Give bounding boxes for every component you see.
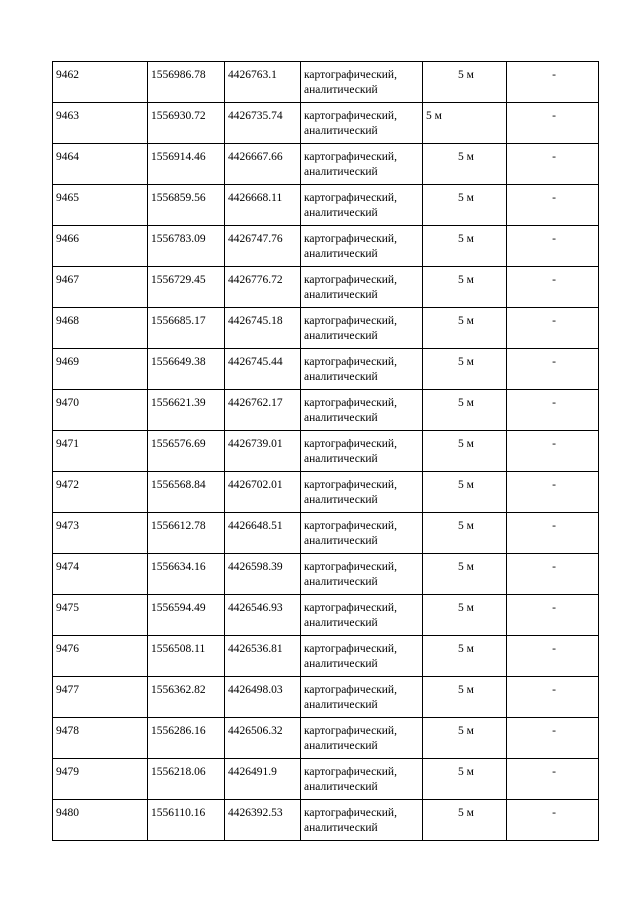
- point-number-cell-text: 9475: [56, 602, 79, 614]
- accuracy-cell: [423, 349, 507, 390]
- note-cell-text: -: [552, 520, 556, 532]
- x-coordinate-cell: [148, 185, 225, 226]
- method-line-1: картографический,: [304, 356, 397, 368]
- x-coordinate-cell-text: 1556783.09: [151, 233, 206, 245]
- point-number-cell-text: 9479: [56, 766, 79, 778]
- accuracy-cell-text: 5 м: [458, 274, 474, 286]
- method-line-1: картографический,: [304, 151, 397, 163]
- note-cell-text: -: [552, 602, 556, 614]
- y-coordinate-cell: [225, 718, 301, 759]
- table-row: [53, 267, 599, 308]
- y-coordinate-cell: [225, 62, 301, 103]
- x-coordinate-cell-text: 1556930.72: [151, 110, 206, 122]
- x-coordinate-cell: [148, 349, 225, 390]
- point-number-cell-text: 9470: [56, 397, 79, 409]
- x-coordinate-cell-text: 1556685.17: [151, 315, 206, 327]
- x-coordinate-cell-text: 1556729.45: [151, 274, 206, 286]
- point-number-cell: [53, 759, 148, 800]
- table-row: [53, 472, 599, 513]
- point-number-cell: [53, 308, 148, 349]
- x-coordinate-cell-text: 1556576.69: [151, 438, 206, 450]
- method-line-2: аналитический: [304, 166, 378, 178]
- note-cell-text: -: [552, 151, 556, 163]
- table-row: [53, 349, 599, 390]
- x-coordinate-cell: [148, 308, 225, 349]
- table-row: [53, 513, 599, 554]
- method-cell: [301, 513, 423, 554]
- method-cell: [301, 103, 423, 144]
- y-coordinate-cell-text: 4426506.32: [228, 725, 283, 737]
- accuracy-cell: [423, 308, 507, 349]
- note-cell: [507, 800, 599, 841]
- y-coordinate-cell-text: 4426667.66: [228, 151, 283, 163]
- point-number-cell-text: 9477: [56, 684, 79, 696]
- method-line-2: аналитический: [304, 494, 378, 506]
- coordinates-table: [52, 61, 599, 841]
- note-cell: [507, 431, 599, 472]
- x-coordinate-cell: [148, 677, 225, 718]
- note-cell: [507, 595, 599, 636]
- x-coordinate-cell-text: 1556859.56: [151, 192, 206, 204]
- table-row: [53, 62, 599, 103]
- point-number-cell-text: 9474: [56, 561, 79, 573]
- point-number-cell-text: 9463: [56, 110, 79, 122]
- method-line-2: аналитический: [304, 617, 378, 629]
- method-cell: [301, 308, 423, 349]
- y-coordinate-cell-text: 4426392.53: [228, 807, 283, 819]
- point-number-cell: [53, 800, 148, 841]
- point-number-cell-text: 9480: [56, 807, 79, 819]
- x-coordinate-cell-text: 1556914.46: [151, 151, 206, 163]
- note-cell: [507, 472, 599, 513]
- table-row: [53, 595, 599, 636]
- x-coordinate-cell: [148, 513, 225, 554]
- note-cell: [507, 349, 599, 390]
- accuracy-cell-text: 5 м: [458, 684, 474, 696]
- method-line-1: картографический,: [304, 274, 397, 286]
- y-coordinate-cell: [225, 226, 301, 267]
- note-cell-text: -: [552, 110, 556, 122]
- point-number-cell: [53, 185, 148, 226]
- y-coordinate-cell: [225, 144, 301, 185]
- y-coordinate-cell-text: 4426745.44: [228, 356, 283, 368]
- y-coordinate-cell-text: 4426702.01: [228, 479, 283, 491]
- point-number-cell-text: 9466: [56, 233, 79, 245]
- note-cell-text: -: [552, 397, 556, 409]
- y-coordinate-cell: [225, 431, 301, 472]
- accuracy-cell-text: 5 м: [458, 315, 474, 327]
- note-cell: [507, 62, 599, 103]
- note-cell-text: -: [552, 233, 556, 245]
- point-number-cell: [53, 595, 148, 636]
- method-line-1: картографический,: [304, 725, 397, 737]
- table-body: [53, 62, 599, 841]
- method-cell: [301, 595, 423, 636]
- note-cell-text: -: [552, 315, 556, 327]
- method-line-2: аналитический: [304, 781, 378, 793]
- accuracy-cell: [423, 677, 507, 718]
- accuracy-cell: [423, 103, 507, 144]
- point-number-cell: [53, 144, 148, 185]
- accuracy-cell-text: 5 м: [426, 110, 442, 122]
- method-line-1: картографический,: [304, 602, 397, 614]
- method-cell: [301, 718, 423, 759]
- note-cell: [507, 513, 599, 554]
- x-coordinate-cell-text: 1556634.16: [151, 561, 206, 573]
- method-line-1: картографический,: [304, 110, 397, 122]
- method-line-1: картографический,: [304, 233, 397, 245]
- method-cell: [301, 554, 423, 595]
- y-coordinate-cell: [225, 677, 301, 718]
- y-coordinate-cell: [225, 308, 301, 349]
- method-cell: [301, 349, 423, 390]
- note-cell: [507, 103, 599, 144]
- note-cell-text: -: [552, 192, 556, 204]
- x-coordinate-cell: [148, 431, 225, 472]
- accuracy-cell-text: 5 м: [458, 725, 474, 737]
- note-cell-text: -: [552, 356, 556, 368]
- x-coordinate-cell-text: 1556594.49: [151, 602, 206, 614]
- x-coordinate-cell-text: 1556612.78: [151, 520, 206, 532]
- method-line-1: картографический,: [304, 561, 397, 573]
- y-coordinate-cell-text: 4426498.03: [228, 684, 283, 696]
- method-line-2: аналитический: [304, 248, 378, 260]
- accuracy-cell: [423, 595, 507, 636]
- point-number-cell-text: 9478: [56, 725, 79, 737]
- point-number-cell-text: 9462: [56, 69, 79, 81]
- table-row: [53, 185, 599, 226]
- accuracy-cell: [423, 62, 507, 103]
- method-cell: [301, 677, 423, 718]
- accuracy-cell: [423, 226, 507, 267]
- x-coordinate-cell-text: 1556508.11: [151, 643, 206, 655]
- method-line-2: аналитический: [304, 822, 378, 834]
- table-row: [53, 677, 599, 718]
- table-row: [53, 390, 599, 431]
- table-row: [53, 431, 599, 472]
- x-coordinate-cell-text: 1556110.16: [151, 807, 206, 819]
- accuracy-cell: [423, 800, 507, 841]
- table-row: [53, 226, 599, 267]
- x-coordinate-cell: [148, 390, 225, 431]
- y-coordinate-cell: [225, 472, 301, 513]
- note-cell-text: -: [552, 438, 556, 450]
- method-cell: [301, 267, 423, 308]
- note-cell: [507, 226, 599, 267]
- y-coordinate-cell-text: 4426536.81: [228, 643, 283, 655]
- point-number-cell: [53, 513, 148, 554]
- x-coordinate-cell: [148, 472, 225, 513]
- x-coordinate-cell: [148, 595, 225, 636]
- method-cell: [301, 636, 423, 677]
- y-coordinate-cell: [225, 554, 301, 595]
- x-coordinate-cell: [148, 267, 225, 308]
- method-line-2: аналитический: [304, 535, 378, 547]
- x-coordinate-cell-text: 1556286.16: [151, 725, 206, 737]
- y-coordinate-cell-text: 4426735.74: [228, 110, 283, 122]
- note-cell-text: -: [552, 561, 556, 573]
- method-line-2: аналитический: [304, 330, 378, 342]
- table-row: [53, 103, 599, 144]
- y-coordinate-cell-text: 4426747.76: [228, 233, 283, 245]
- x-coordinate-cell: [148, 144, 225, 185]
- point-number-cell-text: 9465: [56, 192, 79, 204]
- method-line-2: аналитический: [304, 289, 378, 301]
- y-coordinate-cell: [225, 759, 301, 800]
- y-coordinate-cell-text: 4426776.72: [228, 274, 283, 286]
- accuracy-cell: [423, 431, 507, 472]
- x-coordinate-cell: [148, 103, 225, 144]
- x-coordinate-cell: [148, 759, 225, 800]
- point-number-cell: [53, 677, 148, 718]
- point-number-cell: [53, 390, 148, 431]
- accuracy-cell-text: 5 м: [458, 233, 474, 245]
- note-cell: [507, 636, 599, 677]
- method-line-2: аналитический: [304, 371, 378, 383]
- y-coordinate-cell-text: 4426668.11: [228, 192, 283, 204]
- note-cell: [507, 759, 599, 800]
- accuracy-cell-text: 5 м: [458, 151, 474, 163]
- method-line-1: картографический,: [304, 438, 397, 450]
- point-number-cell-text: 9469: [56, 356, 79, 368]
- accuracy-cell: [423, 636, 507, 677]
- accuracy-cell: [423, 472, 507, 513]
- table-row: [53, 800, 599, 841]
- accuracy-cell-text: 5 м: [458, 192, 474, 204]
- accuracy-cell: [423, 718, 507, 759]
- method-cell: [301, 144, 423, 185]
- y-coordinate-cell-text: 4426762.17: [228, 397, 283, 409]
- y-coordinate-cell-text: 4426491.9: [228, 766, 277, 778]
- x-coordinate-cell-text: 1556568.84: [151, 479, 206, 491]
- note-cell-text: -: [552, 643, 556, 655]
- accuracy-cell: [423, 267, 507, 308]
- point-number-cell: [53, 431, 148, 472]
- method-cell: [301, 185, 423, 226]
- note-cell-text: -: [552, 684, 556, 696]
- method-line-1: картографический,: [304, 520, 397, 532]
- method-line-2: аналитический: [304, 84, 378, 96]
- y-coordinate-cell: [225, 636, 301, 677]
- y-coordinate-cell-text: 4426598.39: [228, 561, 283, 573]
- method-line-1: картографический,: [304, 807, 397, 819]
- table-row: [53, 308, 599, 349]
- point-number-cell-text: 9468: [56, 315, 79, 327]
- y-coordinate-cell: [225, 349, 301, 390]
- method-line-1: картографический,: [304, 69, 397, 81]
- method-line-1: картографический,: [304, 479, 397, 491]
- note-cell: [507, 267, 599, 308]
- method-line-1: картографический,: [304, 643, 397, 655]
- x-coordinate-cell-text: 1556362.82: [151, 684, 206, 696]
- method-cell: [301, 62, 423, 103]
- x-coordinate-cell: [148, 636, 225, 677]
- note-cell: [507, 308, 599, 349]
- note-cell: [507, 677, 599, 718]
- note-cell-text: -: [552, 274, 556, 286]
- method-cell: [301, 226, 423, 267]
- accuracy-cell: [423, 759, 507, 800]
- point-number-cell: [53, 554, 148, 595]
- point-number-cell: [53, 718, 148, 759]
- table-row: [53, 144, 599, 185]
- y-coordinate-cell: [225, 800, 301, 841]
- y-coordinate-cell-text: 4426739.01: [228, 438, 283, 450]
- method-line-2: аналитический: [304, 740, 378, 752]
- x-coordinate-cell: [148, 226, 225, 267]
- x-coordinate-cell: [148, 554, 225, 595]
- note-cell: [507, 144, 599, 185]
- point-number-cell-text: 9472: [56, 479, 79, 491]
- x-coordinate-cell-text: 1556649.38: [151, 356, 206, 368]
- accuracy-cell-text: 5 м: [458, 397, 474, 409]
- table-row: [53, 759, 599, 800]
- y-coordinate-cell-text: 4426648.51: [228, 520, 283, 532]
- accuracy-cell-text: 5 м: [458, 356, 474, 368]
- x-coordinate-cell-text: 1556621.39: [151, 397, 206, 409]
- accuracy-cell: [423, 144, 507, 185]
- point-number-cell: [53, 636, 148, 677]
- coordinates-table-container: [52, 61, 598, 841]
- accuracy-cell: [423, 513, 507, 554]
- note-cell-text: -: [552, 766, 556, 778]
- table-row: [53, 554, 599, 595]
- note-cell-text: -: [552, 69, 556, 81]
- y-coordinate-cell: [225, 595, 301, 636]
- note-cell-text: -: [552, 807, 556, 819]
- table-row: [53, 718, 599, 759]
- accuracy-cell: [423, 554, 507, 595]
- point-number-cell: [53, 62, 148, 103]
- method-cell: [301, 431, 423, 472]
- y-coordinate-cell-text: 4426546.93: [228, 602, 283, 614]
- point-number-cell: [53, 472, 148, 513]
- method-cell: [301, 472, 423, 513]
- y-coordinate-cell: [225, 267, 301, 308]
- x-coordinate-cell: [148, 62, 225, 103]
- accuracy-cell-text: 5 м: [458, 643, 474, 655]
- point-number-cell-text: 9467: [56, 274, 79, 286]
- accuracy-cell-text: 5 м: [458, 438, 474, 450]
- point-number-cell: [53, 103, 148, 144]
- x-coordinate-cell-text: 1556218.06: [151, 766, 206, 778]
- method-line-1: картографический,: [304, 315, 397, 327]
- method-cell: [301, 800, 423, 841]
- x-coordinate-cell: [148, 800, 225, 841]
- note-cell: [507, 554, 599, 595]
- note-cell-text: -: [552, 725, 556, 737]
- accuracy-cell-text: 5 м: [458, 807, 474, 819]
- accuracy-cell-text: 5 м: [458, 766, 474, 778]
- x-coordinate-cell-text: 1556986.78: [151, 69, 206, 81]
- y-coordinate-cell-text: 4426745.18: [228, 315, 283, 327]
- method-line-2: аналитический: [304, 658, 378, 670]
- method-line-1: картографический,: [304, 397, 397, 409]
- method-line-1: картографический,: [304, 192, 397, 204]
- accuracy-cell-text: 5 м: [458, 520, 474, 532]
- y-coordinate-cell: [225, 513, 301, 554]
- method-line-2: аналитический: [304, 412, 378, 424]
- note-cell: [507, 718, 599, 759]
- method-line-2: аналитический: [304, 576, 378, 588]
- point-number-cell: [53, 226, 148, 267]
- y-coordinate-cell-text: 4426763.1: [228, 69, 277, 81]
- point-number-cell-text: 9471: [56, 438, 79, 450]
- x-coordinate-cell: [148, 718, 225, 759]
- method-cell: [301, 759, 423, 800]
- y-coordinate-cell: [225, 103, 301, 144]
- accuracy-cell-text: 5 м: [458, 479, 474, 491]
- accuracy-cell-text: 5 м: [458, 69, 474, 81]
- method-line-2: аналитический: [304, 699, 378, 711]
- point-number-cell-text: 9476: [56, 643, 79, 655]
- accuracy-cell: [423, 390, 507, 431]
- method-line-1: картографический,: [304, 684, 397, 696]
- method-cell: [301, 390, 423, 431]
- note-cell: [507, 390, 599, 431]
- table-row: [53, 636, 599, 677]
- y-coordinate-cell: [225, 390, 301, 431]
- point-number-cell-text: 9464: [56, 151, 79, 163]
- accuracy-cell-text: 5 м: [458, 561, 474, 573]
- point-number-cell: [53, 267, 148, 308]
- point-number-cell: [53, 349, 148, 390]
- accuracy-cell: [423, 185, 507, 226]
- method-line-2: аналитический: [304, 453, 378, 465]
- method-line-2: аналитический: [304, 125, 378, 137]
- point-number-cell-text: 9473: [56, 520, 79, 532]
- y-coordinate-cell: [225, 185, 301, 226]
- method-line-2: аналитический: [304, 207, 378, 219]
- note-cell-text: -: [552, 479, 556, 491]
- note-cell: [507, 185, 599, 226]
- method-line-1: картографический,: [304, 766, 397, 778]
- accuracy-cell-text: 5 м: [458, 602, 474, 614]
